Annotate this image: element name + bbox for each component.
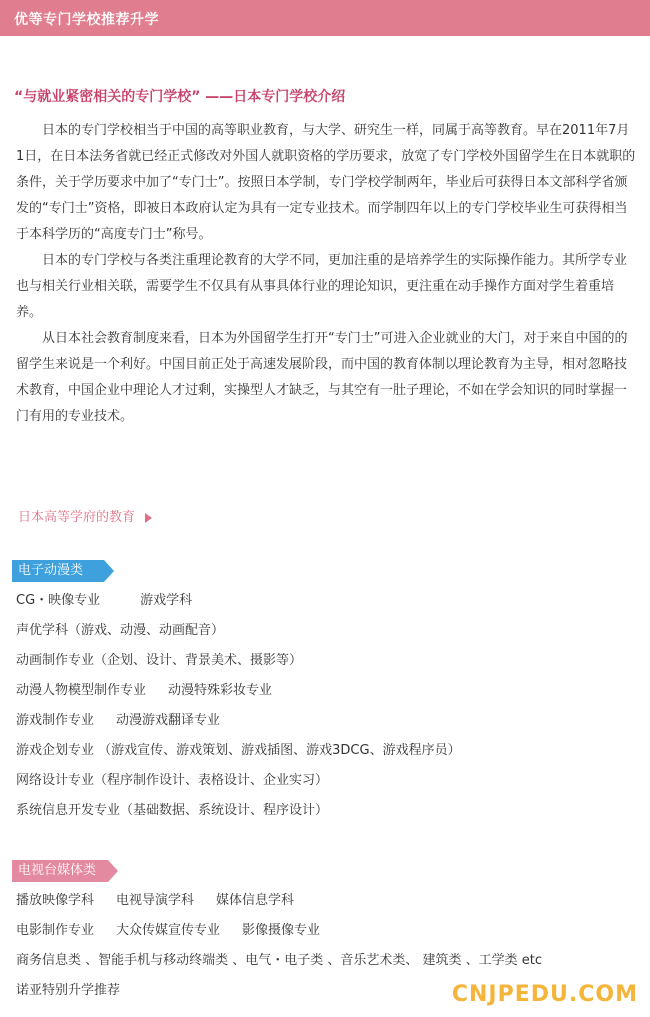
major-name: 动漫游戏翻译专业 [116,713,221,728]
category-badge-tv-media: 电视台媒体类 [12,860,108,882]
list-item [16,916,542,946]
major-name: 媒体信息学科 [216,893,295,908]
major-name: 游戏企划专业 （游戏宣传、游戏策划、游戏插图、游戏3DCG、游戏程序员） [16,743,461,758]
major-name: 网络设计专业（程序制作设计、表格设计、企业实习） [16,773,329,788]
major-name: 动漫人物模型制作专业 [16,683,147,698]
list-item [16,736,461,766]
list-item [16,706,461,736]
major-name: 游戏学科 [140,593,193,608]
article-paragraph: 日本的专门学校相当于中国的高等职业教育，与大学、研究生一样，同属于高等教育。早在2011年7月1日，在日本法务省就已经正式修改对外国人就职资格的学历要求，放宽了专门学校外国留学生在日本就职的条件，关于学历要求中加了“专门士”。按照日本学制，专门学校学制两年，毕业后可获得日本文部科学省颁发的“专门士”资格，即被日本政府认定为具有一定专业技术。而学制四年以上的专门学校毕业生可获得相当于本科学历的“高度专门士”称号。 [16,123,636,242]
major-name: 大众传媒宣传专业 [116,923,221,938]
category-badge-anime: 电子动漫类 [12,560,104,582]
page-title: 优等专门学校推荐升学 [14,12,159,28]
arrow-right-icon [145,513,152,523]
major-name: 影像摄像专业 [242,923,321,938]
major-name: 动漫特殊彩妆专业 [168,683,273,698]
major-name: 系统信息开发专业（基础数据、系统设计、程序设计） [16,803,329,818]
list-item [16,946,542,976]
major-name: CG・映像专业 [16,593,101,608]
major-name: 声优学科（游戏、动漫、动画配音） [16,623,225,638]
list-item [16,616,461,646]
major-name: 商务信息类 、智能手机与移动终端类 、电气・电子类 、音乐艺术类、 建筑类 、工学类 etc [16,953,543,968]
article-paragraph: 从日本社会教育制度来看，日本为外国留学生打开“专门士”可进入企业就业的大门，对于来自中国的的留学生来说是一个利好。中国目前正处于高速发展阶段，而中国的教育体制以理论教育为主导，相对忽略技术教育，中国企业中理论人才过剩，实操型人才缺乏，与其空有一肚子理论，不如在学会知识的同时掌握一门有用的专业技术。 [16,331,628,424]
list-item [16,766,461,796]
major-name: 动画制作专业（企划、设计、背景美术、摄影等） [16,653,303,668]
higher-education-link[interactable] [18,506,152,525]
article-paragraph: 日本的专门学校与各类注重理论教育的大学不同，更加注重的是培养学生的实际操作能力。其所学专业也与相关行业相关联，需要学生不仅具有从事具体行业的理论知识，更注重在动手操作方面对学生着重培养。 [16,253,628,320]
list-item [16,676,461,706]
article-body [16,118,636,430]
major-name: 电视导演学科 [116,893,195,908]
list-item [16,646,461,676]
major-name: 播放映像学科 [16,893,95,908]
article-heading: “与就业紧密相关的专门学校” ——日本专门学校介绍 [14,89,346,105]
major-name: 诺亚特别升学推荐 [16,983,121,998]
major-name: 电影制作专业 [16,923,95,938]
site-watermark: CNJPEDU.COM [451,982,638,1007]
category-list-anime [16,586,461,826]
higher-education-link-label: 日本高等学府的教育 [18,510,136,525]
list-item [16,886,542,916]
major-name: 游戏制作专业 [16,713,95,728]
list-item [16,586,461,616]
header-bar [0,0,650,36]
list-item [16,796,461,826]
